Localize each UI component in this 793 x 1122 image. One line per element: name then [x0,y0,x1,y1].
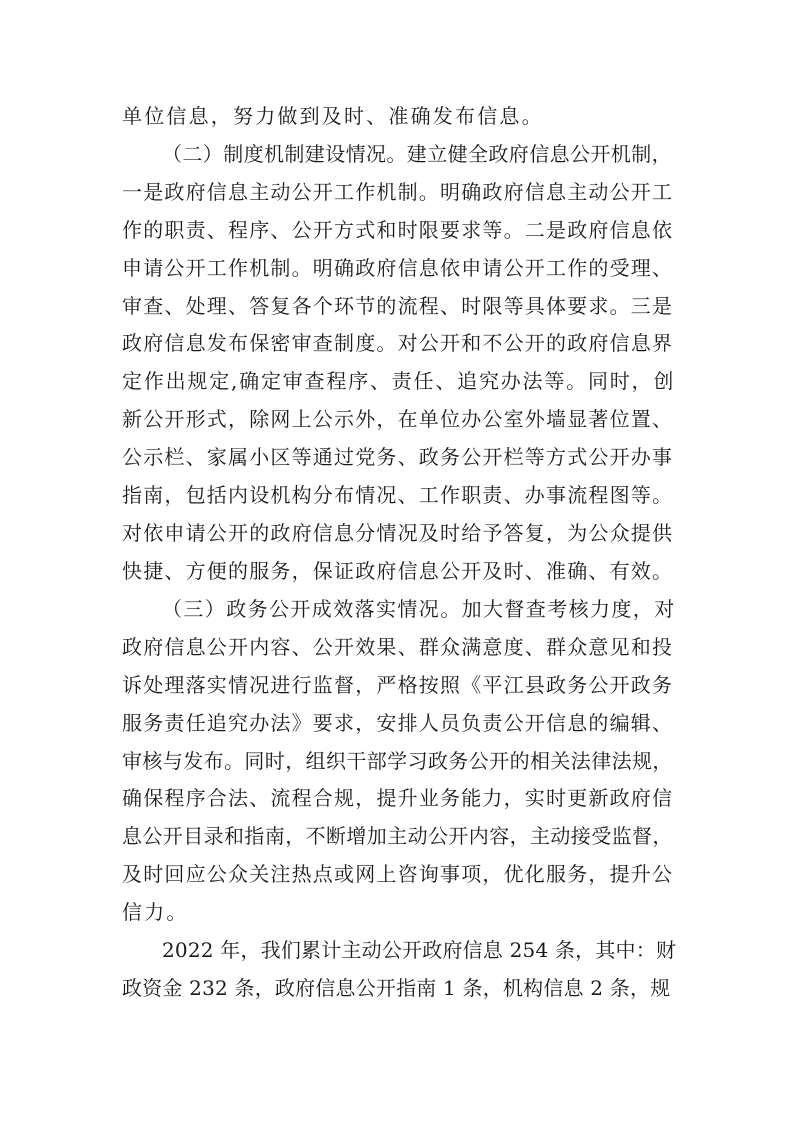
paragraph-line: 政府信息发布保密审查制度。对公开和不公开的政府信息界 [122,331,674,355]
paragraph-line: 对依申请公开的政府信息分情况及时给予答复，为公众提供 [122,521,674,545]
paragraph-line: 申请公开工作机制。明确政府信息依申请公开工作的受理、 [122,256,674,280]
paragraph-line: 确保程序合法、流程合规，提升业务能力，实时更新政府信 [122,786,674,810]
paragraph-line: 政府信息公开内容、公开效果、群众满意度、群众意见和投 [122,635,674,659]
paragraph-line: 审核与发布。同时，组织干部学习政务公开的相关法律法规， [122,749,673,773]
paragraph-line: 单位信息，努力做到及时、准确发布信息。 [122,104,544,128]
paragraph-line: 指南，包括内设机构分布情况、工作职责、办事流程图等。 [122,483,674,507]
paragraph-line: 公示栏、家属小区等通过党务、政务公开栏等方式公开办事 [122,445,674,469]
paragraph-line: 审查、处理、答复各个环节的流程、时限等具体要求。三是 [122,294,674,318]
paragraph-line: 及时回应公众关注热点或网上咨询事项，优化服务，提升公 [122,862,674,886]
paragraph-line: 政资金 232 条，政府信息公开指南 1 条，机构信息 2 条，规 [122,976,671,1000]
paragraph-line: （三）政务公开成效落实情况。加大督查考核力度，对 [162,597,676,621]
paragraph-line: 定作出规定,确定审查程序、责任、追究办法等。同时，创 [122,369,676,393]
paragraph-line: 一是政府信息主动公开工作机制。明确政府信息主动公开工 [122,180,674,204]
paragraph-line: 2022 年，我们累计主动公开政府信息 254 条，其中：财 [162,938,677,962]
paragraph-line: 新公开形式，除网上公示外，在单位办公室外墙显著位置、 [122,407,674,431]
paragraph-line: 服务责任追究办法》要求，安排人员负责公开信息的编辑、 [122,711,674,735]
paragraph-line: 诉处理落实情况进行监督，严格按照《平江县政务公开政务 [122,673,674,697]
paragraph-line: 作的职责、程序、公开方式和时限要求等。二是政府信息依 [122,218,674,242]
paragraph-line: 息公开目录和指南，不断增加主动公开内容，主动接受监督， [122,824,673,848]
paragraph-line: （二）制度机制建设情况。建立健全政府信息公开机制， [162,142,672,166]
paragraph-line: 快捷、方便的服务，保证政府信息公开及时、准确、有效。 [122,559,674,583]
paragraph-line: 信力。 [122,900,189,924]
